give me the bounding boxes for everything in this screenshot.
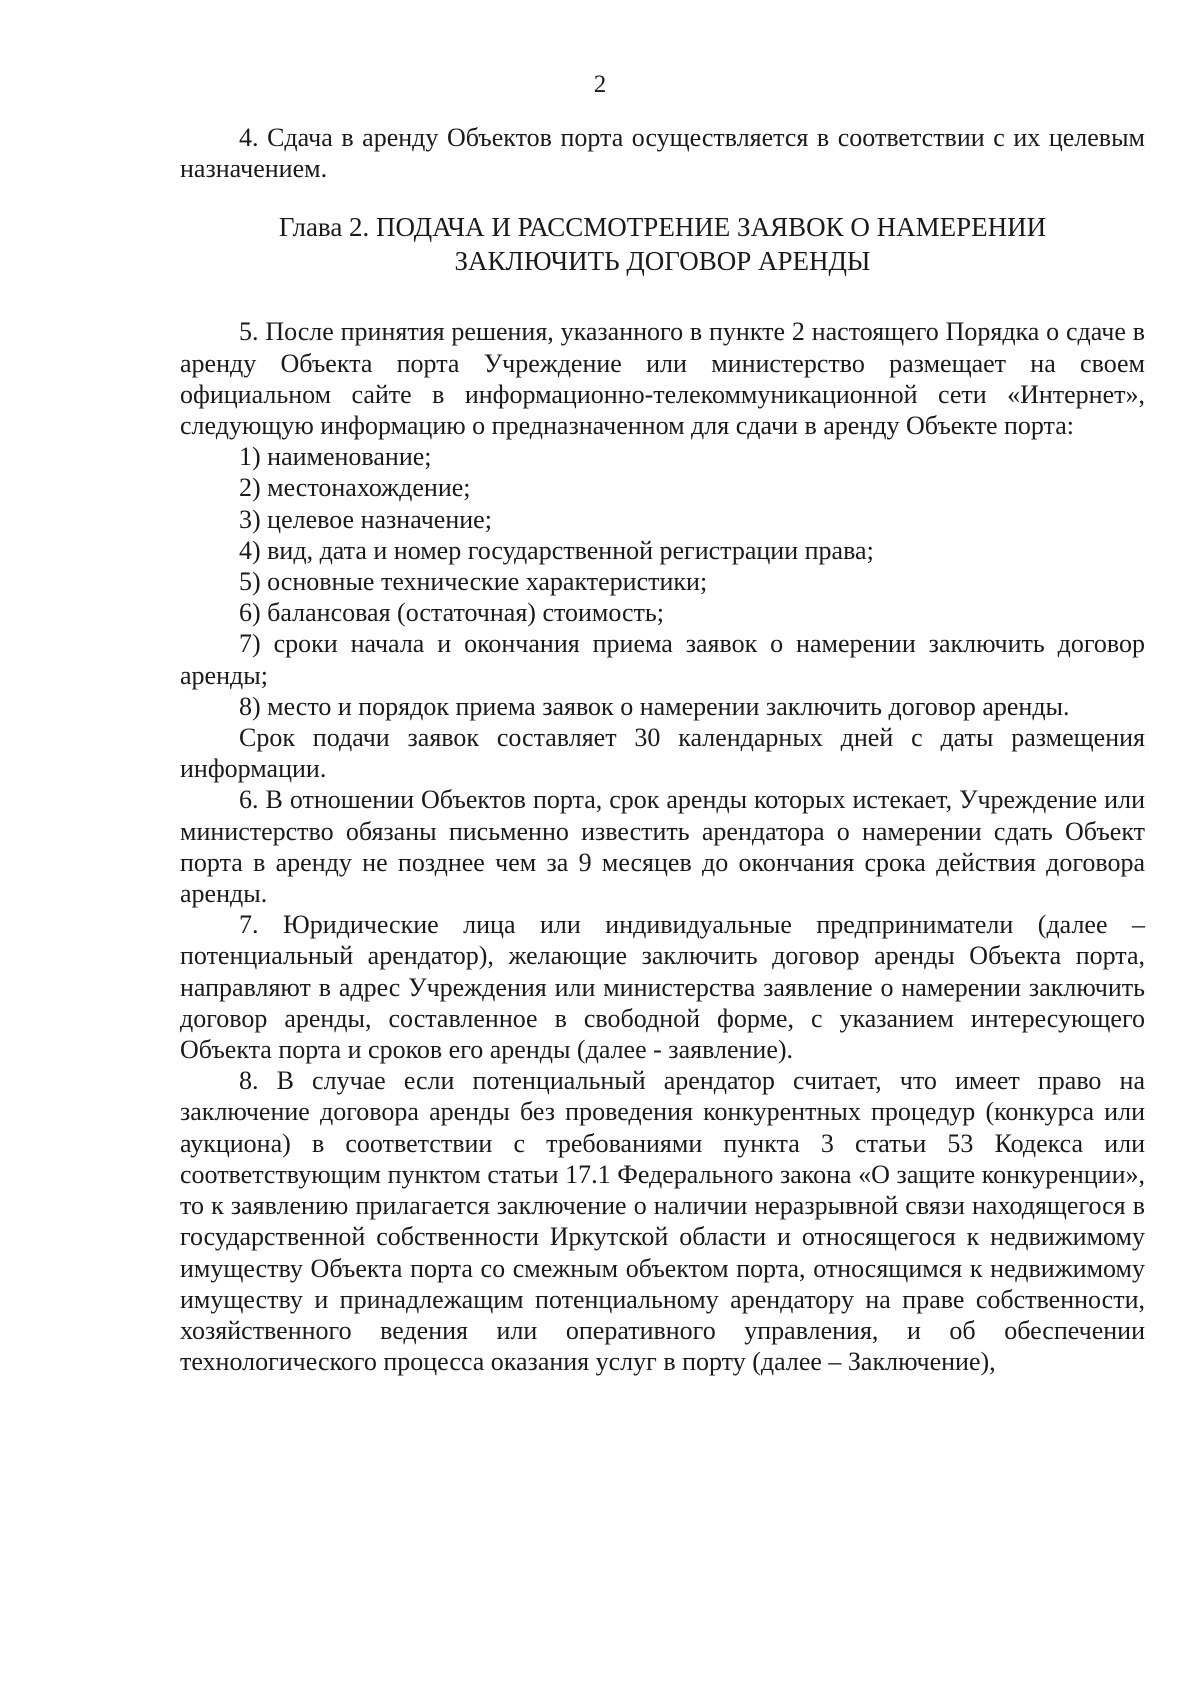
paragraph-6: 6. В отношении Объектов порта, срок аренды которых истекает, Учреждение или министерство обязаны письменно известить арендатора о намерении сдать Объект порта в аренду не позднее чем за 9 месяцев до окончания срока действия договора аренды.: [180, 785, 1145, 909]
chapter-heading-line-1: Глава 2. ПОДАЧА И РАССМОТРЕНИЕ ЗАЯВОК О НАМЕРЕНИИ: [278, 212, 1047, 243]
list-item-8: 8) место и порядок приема заявок о намерении заключить договор аренды.: [239, 691, 1070, 721]
list-item-5: 5) основные технические характеристики;: [239, 567, 708, 597]
document-body: [180, 122, 1145, 1377]
paragraph-5: 5. После принятия решения, указанного в пункте 2 настоящего Порядка о сдаче в аренду Объекта порта Учреждение или министерство размещает на своем официальном сайте в информационно-телекоммуникационной сети «Интернет», следующую информацию о предназначенном для сдачи в аренду Объекте порта:: [180, 317, 1145, 441]
page-number: 2: [593, 71, 607, 98]
paragraph-4: 4. Сдача в аренду Объектов порта осуществляется в соответствии с их целевым назначением.: [180, 123, 1145, 184]
chapter-heading-line-2: ЗАКЛЮЧИТЬ ДОГОВОР АРЕНДЫ: [454, 246, 871, 277]
list-item-7: 7) сроки начала и окончания приема заявок о намерении заключить договор аренды;: [180, 629, 1145, 690]
chapter-heading: [180, 210, 1145, 278]
paragraph-5-term: Срок подачи заявок составляет 30 календарных дней с даты размещения информации.: [180, 723, 1145, 784]
list-item-3: 3) целевое назначение;: [239, 504, 492, 534]
list-item-1: 1) наименование;: [239, 442, 432, 472]
list-item-2: 2) местонахождение;: [239, 473, 471, 503]
list-item-6: 6) балансовая (остаточная) стоимость;: [239, 598, 665, 628]
list-item-4: 4) вид, дата и номер государственной регистрации права;: [239, 535, 874, 565]
paragraph-8: 8. В случае если потенциальный арендатор считает, что имеет право на заключение договора аренды без проведения конкурентных процедур (конкурса или аукциона) в соответствии с требованиями пункта 3 статьи 53 Кодекса или соответствующим пунктом статьи 17.1 Федерального закона «О защите конкуренции», то к заявлению прилагается заключение о наличии неразрывной связи находящегося в государственной собственности Иркутской области и относящегося к недвижимому имуществу Объекта порта со смежным объектом порта, относящимся к недвижимому имуществу и принадлежащим потенциальному арендатору на праве собственности, хозяйственного ведения или оперативного управления, и об обеспечении технологического процесса оказания услуг в порту (далее – Заключение),: [180, 1066, 1145, 1377]
paragraph-7: 7. Юридические лица или индивидуальные предприниматели (далее – потенциальный арендатор), желающие заключить договор аренды Объекта порта, направляют в адрес Учреждения или министерства заявление о намерении заключить договор аренды, составленное в свободной форме, с указанием интересующего Объекта порта и сроков его аренды (далее - заявление).: [180, 910, 1145, 1065]
